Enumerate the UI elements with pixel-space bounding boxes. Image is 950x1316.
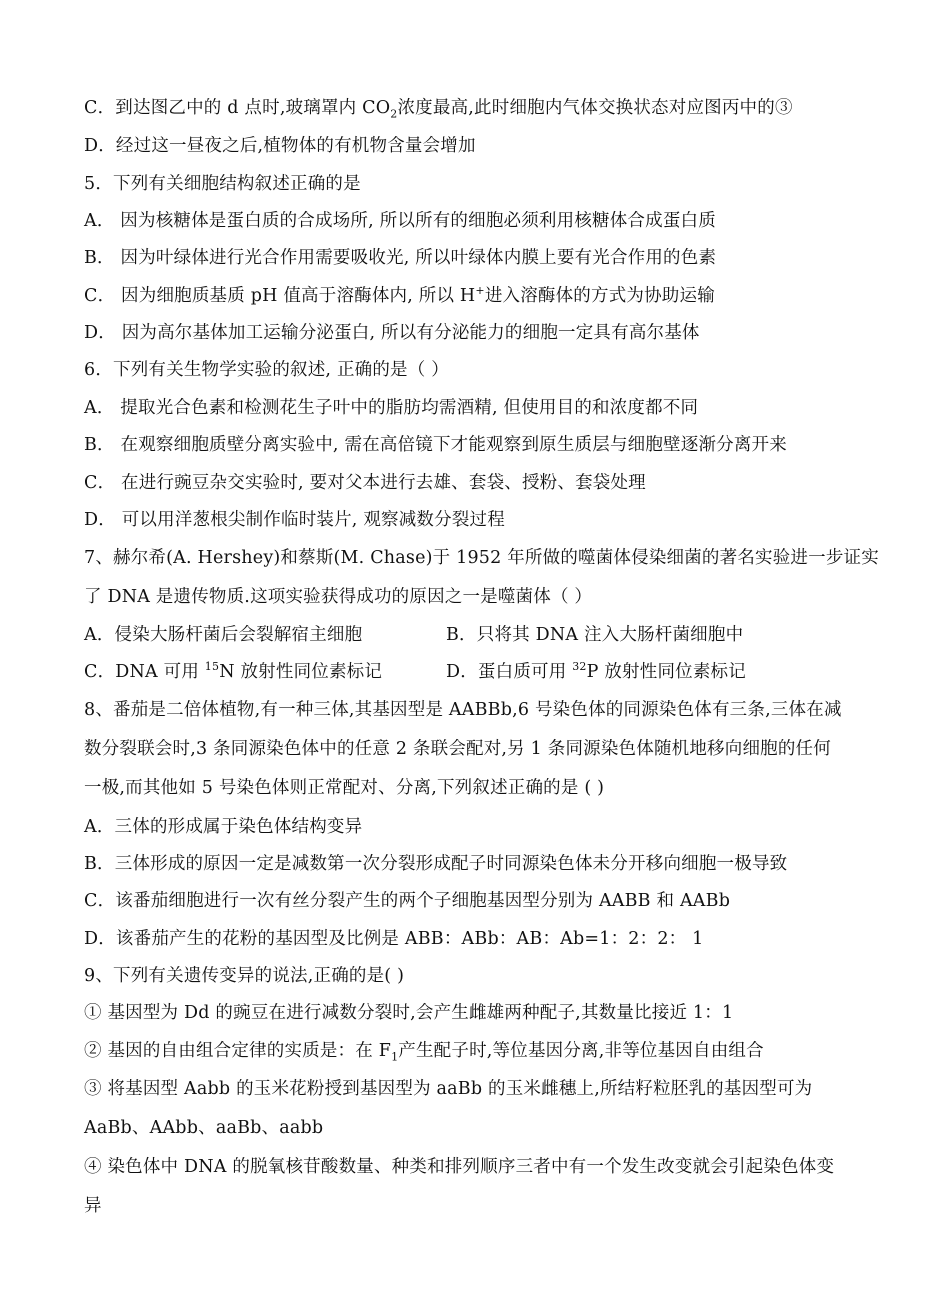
q8-stem-line1: 8、番茄是二倍体植物,有一种三体,其基因型是 AABBb,6 号染色体的同源染色体有三条,三体在减 <box>84 700 842 720</box>
q7-option-c-text: C．DNA 可用 <box>84 662 205 682</box>
superscript: + <box>475 284 485 298</box>
subscript: 2 <box>390 107 398 121</box>
q8-option-d: D．该番茄产生的花粉的基因型及比例是 ABB：ABb：AB：Ab=1：2：2： 1 <box>84 929 704 949</box>
q5-stem: 5．下列有关细胞结构叙述正确的是 <box>84 174 361 194</box>
q6-option-b: B． 在观察细胞质壁分离实验中, 需在高倍镜下才能观察到原生质层与细胞壁逐渐分离开来 <box>84 435 787 455</box>
q5-option-c-text-end: 进入溶酶体的方式为协助运输 <box>484 286 715 306</box>
q9-item-4-line2: 异 <box>84 1196 102 1216</box>
q9-item-1: ① 基因型为 Dd 的豌豆在进行减数分裂时,会产生雌雄两种配子,其数量比接近 1：1 <box>84 1003 734 1023</box>
q9-item-3-line1: ③ 将基因型 Aabb 的玉米花粉授到基因型为 aaBb 的玉米雌穗上,所结籽粒胚乳的基因型可为 <box>84 1079 813 1099</box>
subscript: 1 <box>391 1050 399 1064</box>
q4-option-d: D．经过这一昼夜之后,植物体的有机物含量会增加 <box>84 136 476 156</box>
q9-item-2 <box>84 1039 764 1063</box>
q6-stem: 6．下列有关生物学实验的叙述, 正确的是（ ） <box>84 360 449 380</box>
q6-option-c: C． 在进行豌豆杂交实验时, 要对父本进行去雄、套袋、授粉、套袋处理 <box>84 473 646 493</box>
q7-option-d <box>446 660 746 684</box>
superscript: 32 <box>572 660 587 674</box>
q7-option-d-text: D．蛋白质可用 <box>446 662 573 682</box>
q8-option-b: B．三体形成的原因一定是减数第一次分裂形成配子时同源染色体未分开移向细胞一极导致 <box>84 854 788 874</box>
q5-option-b: B． 因为叶绿体进行光合作用需要吸收光, 所以叶绿体内膜上要有光合作用的色素 <box>84 248 717 268</box>
q6-option-a: A． 提取光合色素和检测花生子叶中的脂肪均需酒精, 但使用目的和浓度都不同 <box>84 398 699 418</box>
q8-option-c: C．该番茄细胞进行一次有丝分裂产生的两个子细胞基因型分别为 AABB 和 AABb <box>84 891 731 911</box>
q7-option-a: A．侵染大肠杆菌后会裂解宿主细胞 <box>84 625 363 645</box>
q7-stem-line2: 了 DNA 是遗传物质.这项实验获得成功的原因之一是噬菌体（ ） <box>84 587 593 607</box>
q4-option-c-text-end: 浓度最高,此时细胞内气体交换状态对应图丙中的③ <box>397 98 793 118</box>
q9-item-2-text-end: 产生配子时,等位基因分离,非等位基因自由组合 <box>398 1041 764 1061</box>
q9-stem: 9、下列有关遗传变异的说法,正确的是( ) <box>84 966 405 986</box>
q7-option-d-text-end: P 放射性同位素标记 <box>586 662 746 682</box>
q9-item-3-line2: AaBb、AAbb、aaBb、aabb <box>84 1118 324 1138</box>
q4-option-c-text: C．到达图乙中的 d 点时,玻璃罩内 CO <box>84 98 391 118</box>
q6-option-d: D． 可以用洋葱根尖制作临时装片, 观察减数分裂过程 <box>84 510 505 530</box>
q5-option-d: D． 因为高尔基体加工运输分泌蛋白, 所以有分泌能力的细胞一定具有高尔基体 <box>84 323 700 343</box>
q5-option-c <box>84 284 715 308</box>
q8-option-a: A．三体的形成属于染色体结构变异 <box>84 817 363 837</box>
q4-option-c <box>84 96 793 120</box>
q9-item-4-line1: ④ 染色体中 DNA 的脱氧核苷酸数量、种类和排列顺序三者中有一个发生改变就会引起染色体变 <box>84 1157 835 1177</box>
q8-stem-line3: 一极,而其他如 5 号染色体则正常配对、分离,下列叙述正确的是 ( ) <box>84 778 605 798</box>
q7-option-b: B．只将其 DNA 注入大肠杆菌细胞中 <box>446 625 744 645</box>
superscript: 15 <box>204 660 220 674</box>
q9-item-2-text: ② 基因的自由组合定律的实质是：在 F <box>84 1041 392 1061</box>
q5-option-c-text: C． 因为细胞质基质 pH 值高于溶酶体内, 所以 H <box>84 286 476 306</box>
q8-stem-line2: 数分裂联会时,3 条同源染色体中的任意 2 条联会配对,另 1 条同源染色体随机地移向细胞的任何 <box>84 739 831 759</box>
q7-option-c <box>84 660 382 684</box>
q7-option-c-text-end: N 放射性同位素标记 <box>219 662 383 682</box>
q7-stem-line1: 7、赫尔希(A. Hershey)和蔡斯(M. Chase)于 1952 年所做的噬菌体侵染细菌的著名实验进一步证实 <box>84 548 879 568</box>
q5-option-a: A． 因为核糖体是蛋白质的合成场所, 所以所有的细胞必须利用核糖体合成蛋白质 <box>84 211 716 231</box>
